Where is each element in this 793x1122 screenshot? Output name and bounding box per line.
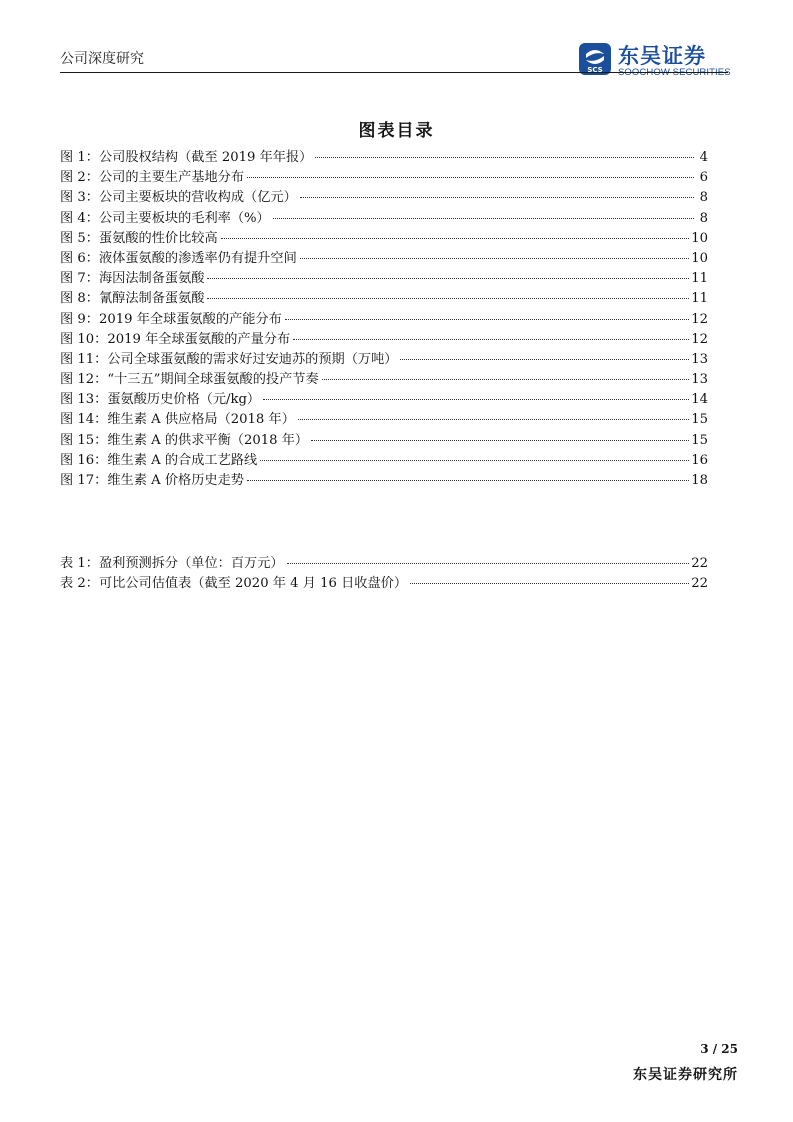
dot-leader	[400, 358, 689, 360]
figure-entry-page: 11	[691, 291, 708, 307]
toc-title: 图表目录	[358, 121, 435, 141]
figure-entry[interactable]	[60, 390, 708, 410]
figure-entry-page: 8	[699, 190, 708, 206]
page-number: 3 / 25	[700, 1042, 738, 1056]
figure-entry[interactable]	[60, 330, 708, 350]
figure-entry-label: 图 10：2019 年全球蛋氨酸的产量分布	[60, 331, 291, 347]
logo-mark-text: SCS	[587, 66, 603, 74]
table-entry-label: 表 2：可比公司估值表（截至 2020 年 4 月 16 日收盘价）	[60, 576, 408, 592]
table-list	[60, 554, 708, 594]
brand-name-en: SOOCHOW SECURITIES	[618, 67, 731, 78]
figure-entry-page: 15	[691, 432, 708, 448]
table-entry-page: 22	[691, 576, 708, 592]
figure-entry[interactable]	[60, 310, 708, 330]
figure-entry[interactable]	[60, 410, 708, 430]
figure-entry-label: 图 11：公司全球蛋氨酸的需求好过安迪苏的预期（万吨）	[60, 351, 398, 367]
figure-entry-label: 图 6：液体蛋氨酸的渗透率仍有提升空间	[60, 250, 297, 266]
brand-logo	[578, 40, 738, 80]
figure-entry[interactable]	[60, 229, 708, 249]
dot-leader	[410, 582, 689, 584]
dot-leader	[300, 257, 689, 259]
figure-entry-page: 13	[691, 351, 708, 367]
figure-entry-label: 图 7：海因法制备蛋氨酸	[60, 271, 205, 287]
table-entry-label: 表 1：盈利预测拆分（单位：百万元）	[60, 556, 284, 571]
dot-leader	[300, 196, 694, 198]
figure-entry-label: 图 17：维生素 A 价格历史走势	[60, 473, 244, 488]
brand-name-cn: 东吴证券	[618, 44, 706, 68]
figure-entry-page: 16	[691, 452, 708, 468]
dot-leader	[273, 217, 694, 219]
figure-entry[interactable]	[60, 168, 708, 188]
figure-entry[interactable]	[60, 209, 708, 229]
figure-entry[interactable]	[60, 148, 708, 168]
dot-leader	[247, 479, 689, 481]
figure-entry-label: 图 15：维生素 A 的供求平衡（2018 年）	[60, 432, 309, 448]
figure-entry[interactable]	[60, 289, 708, 309]
figure-entry-page: 4	[699, 150, 708, 165]
dot-leader	[311, 439, 689, 441]
dot-leader	[315, 156, 694, 158]
table-entry[interactable]	[60, 554, 708, 574]
figure-entry-label: 图 3：公司主要板块的营收构成（亿元）	[60, 190, 297, 206]
dot-leader	[263, 398, 689, 400]
dot-leader	[298, 418, 689, 420]
figure-entry[interactable]	[60, 249, 708, 269]
figure-entry-page: 14	[691, 392, 708, 408]
figure-entry[interactable]	[60, 451, 708, 471]
figure-entry[interactable]	[60, 370, 708, 390]
figure-entry-label: 图 16：维生素 A 的合成工艺路线	[60, 452, 258, 468]
figure-entry-page: 12	[691, 331, 708, 347]
footer-organization: 东吴证券研究所	[633, 1067, 738, 1083]
dot-leader	[221, 237, 690, 239]
figure-entry-label: 图 2：公司的主要生产基地分布	[60, 170, 245, 186]
figure-entry-page: 18	[691, 473, 708, 488]
figure-entry-page: 13	[691, 372, 708, 388]
figure-entry-page: 12	[691, 311, 708, 327]
dot-leader	[207, 277, 689, 279]
figure-entry-page: 10	[691, 250, 708, 266]
figure-entry-label: 图 9：2019 年全球蛋氨酸的产能分布	[60, 311, 282, 327]
dot-leader	[287, 562, 690, 564]
header-divider	[60, 72, 728, 73]
figure-entry-label: 图 8：氰醇法制备蛋氨酸	[60, 291, 205, 307]
report-section-label: 公司深度研究	[60, 51, 144, 67]
figure-entry-label: 图 12：“十三五”期间全球蛋氨酸的投产节奏	[60, 372, 319, 388]
dot-leader	[247, 176, 694, 178]
figure-list	[60, 148, 708, 491]
dot-leader	[260, 459, 689, 461]
figure-entry-page: 10	[691, 230, 708, 246]
figure-entry-page: 6	[699, 170, 708, 186]
figure-entry-label: 图 13：蛋氨酸历史价格（元/kg）	[60, 392, 261, 408]
figure-entry[interactable]	[60, 188, 708, 208]
figure-entry-label: 图 1：公司股权结构（截至 2019 年年报）	[60, 150, 313, 165]
figure-entry[interactable]	[60, 431, 708, 451]
figure-entry[interactable]	[60, 350, 708, 370]
figure-entry-page: 8	[699, 210, 708, 226]
figure-entry[interactable]	[60, 471, 708, 491]
soochow-logo-icon	[578, 42, 612, 76]
dot-leader	[207, 297, 689, 299]
figure-entry-label: 图 4：公司主要板块的毛利率（%）	[60, 210, 270, 226]
dot-leader	[293, 338, 689, 340]
dot-leader	[285, 318, 689, 320]
table-entry[interactable]	[60, 574, 708, 594]
figure-entry-label: 图 14：维生素 A 供应格局（2018 年）	[60, 412, 295, 428]
figure-entry-label: 图 5：蛋氨酸的性价比较高	[60, 230, 218, 246]
table-entry-page: 22	[691, 556, 708, 571]
figure-entry[interactable]	[60, 269, 708, 289]
figure-entry-page: 11	[691, 271, 708, 287]
dot-leader	[322, 378, 690, 380]
figure-entry-page: 15	[691, 412, 708, 428]
